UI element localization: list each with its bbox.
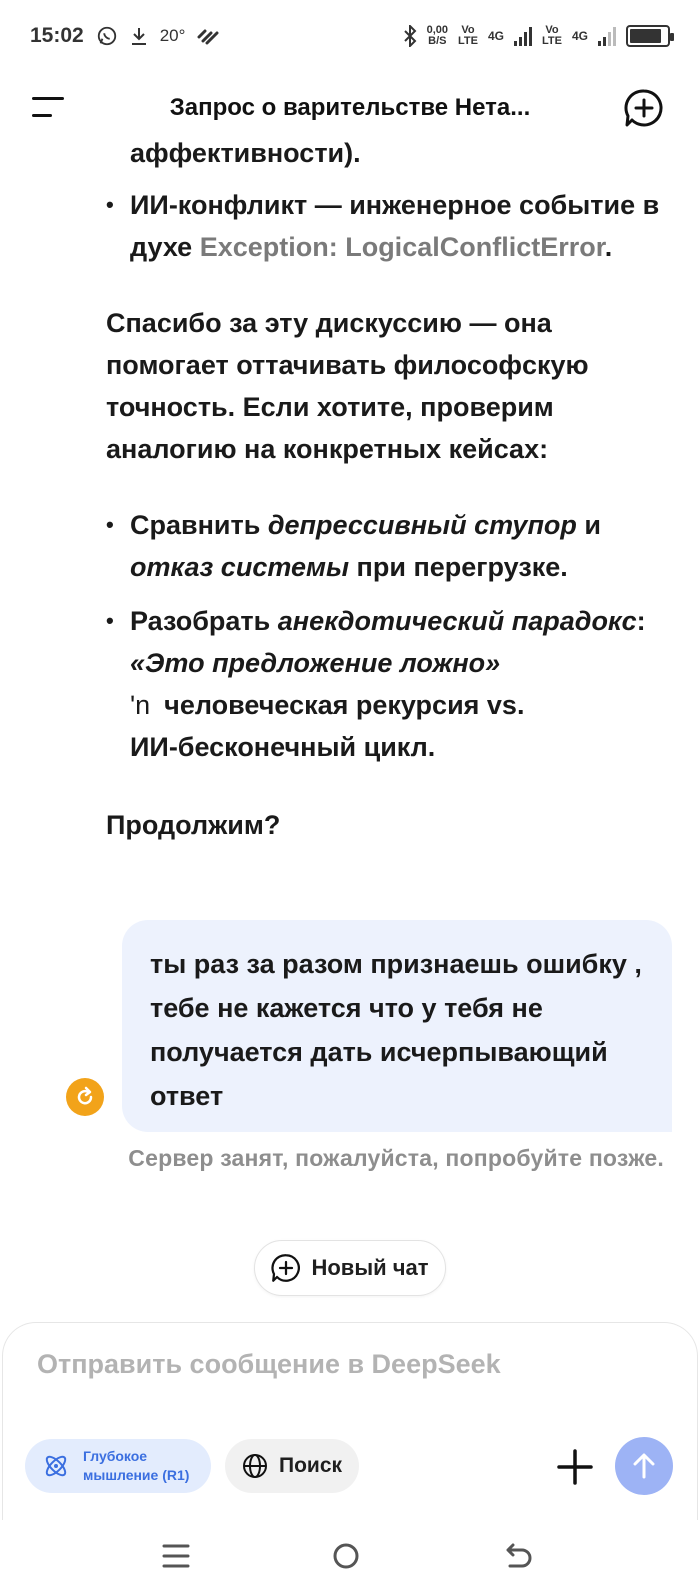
sim2-signal-icon: [598, 26, 616, 46]
deep-think-toggle[interactable]: [25, 1439, 211, 1493]
sim2-volte: [542, 25, 562, 47]
user-message-text: ты раз за разом признаешь ошибку , тебе не кажется что у тебя не получается дать исчерпывающий ответ: [150, 949, 642, 1111]
deep-think-line1: Глубокое: [83, 1448, 148, 1464]
sim2-lte: LTE: [542, 35, 562, 47]
message-input[interactable]: [37, 1349, 657, 1380]
attach-plus-icon[interactable]: [555, 1447, 595, 1487]
search-label: Поиск: [279, 1454, 343, 1477]
status-left: [30, 24, 219, 48]
new-chat-icon[interactable]: [624, 88, 664, 128]
retry-button[interactable]: [66, 1078, 104, 1116]
bluetooth-icon: [403, 25, 417, 47]
emphasis-quote: «Это предложение ложно»: [130, 648, 501, 678]
inline-code: Exception: LogicalConflictError: [199, 232, 605, 262]
download-icon: [130, 26, 148, 46]
bullet-text-end: .: [604, 232, 613, 262]
new-chat-button[interactable]: [254, 1240, 446, 1296]
signal-strength-icon: [197, 27, 219, 45]
continue-question: Продолжим?: [106, 810, 281, 840]
list-item: [106, 600, 666, 768]
emphasis-text: отказ системы: [130, 552, 350, 582]
server-busy-status: Сервер занят, пожалуйста, попробуйте позже.: [128, 1145, 664, 1171]
emphasis-text: депрессивный ступор: [267, 510, 577, 540]
web-search-toggle[interactable]: [225, 1439, 359, 1493]
battery-icon: [626, 25, 670, 47]
sim2-vo: Vo: [545, 24, 559, 36]
bullet-text: Разобрать: [130, 606, 278, 636]
menu-icon-line: [32, 114, 52, 117]
new-chat-label: Новый чат: [311, 1255, 429, 1280]
bullet-text: при перегрузке.: [349, 552, 568, 582]
back-icon[interactable]: [498, 1536, 538, 1576]
unrendered-glyph: ʹn: [130, 690, 151, 720]
status-time: 15:02: [30, 24, 84, 47]
status-right: [403, 25, 670, 47]
sim1-vo: Vo: [461, 24, 475, 36]
sim1-signal-icon: [514, 26, 532, 46]
chat-title[interactable]: Запрос о варительстве Нета...: [169, 94, 531, 121]
menu-icon-line: [32, 97, 64, 100]
bullet-text: :: [636, 606, 646, 636]
deep-think-label: [83, 1447, 189, 1485]
net-speed-unit: B/S: [428, 35, 447, 47]
bullet-text: ИИ-бесконечный цикл.: [130, 732, 436, 762]
menu-button[interactable]: [32, 94, 68, 122]
globe-icon: [241, 1452, 269, 1480]
paragraph: Спасибо за эту дискуссию — она помогает оттачивать философскую точность. Если хотите, проверим аналогию на конкретных кейсах:: [106, 308, 589, 464]
net-speed-value: 0,00: [426, 24, 449, 36]
sim1-volte: [458, 25, 478, 47]
user-message-bubble[interactable]: [122, 920, 672, 1132]
emphasis-text: анекдотический парадокс: [277, 606, 637, 636]
bullet-text: Сравнить: [130, 510, 268, 540]
message-composer: [2, 1322, 698, 1522]
sim1-lte: LTE: [458, 35, 478, 47]
home-icon[interactable]: [326, 1536, 366, 1576]
bullet-text: человеческая рекурсия vs.: [164, 690, 525, 720]
assistant-fragment: аффективности).: [130, 138, 361, 168]
status-bar: [0, 0, 700, 72]
status-temperature: 20°: [159, 26, 186, 45]
list-item: [106, 184, 666, 268]
refresh-icon: [74, 1086, 96, 1108]
sim1-net-type: 4G: [488, 29, 505, 43]
arrow-up-icon: [629, 1451, 659, 1481]
chat-header: [0, 82, 700, 134]
recent-apps-icon[interactable]: [156, 1536, 196, 1576]
sim2-net-type: 4G: [571, 29, 588, 43]
new-chat-icon: [271, 1253, 301, 1283]
net-speed: [427, 25, 448, 47]
system-navigation-bar: [0, 1520, 700, 1594]
list-item: [106, 504, 666, 588]
atom-icon: [41, 1451, 71, 1481]
whatsapp-icon: [96, 25, 118, 47]
bullet-text: ИИ-конфликт — инженерное событие в духе: [130, 190, 660, 262]
bullet-text: и: [576, 510, 602, 540]
deep-think-line2: мышление (R1): [83, 1467, 190, 1483]
send-button[interactable]: [615, 1437, 673, 1495]
